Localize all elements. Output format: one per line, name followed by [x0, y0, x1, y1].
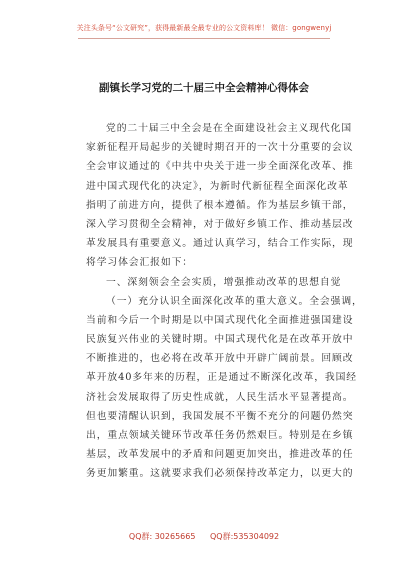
- body-line: 进中国式现代化的决定》，为新时代新征程全面深化改革: [86, 180, 349, 192]
- header-banner: 关注头条号“公文研究”，获得最新最全最专业的公文资料库！ 微信：gongwenyj: [76, 24, 332, 32]
- body-line: （一）充分认识全面深化改革的重大意义。全会强调，: [106, 295, 363, 307]
- header-divider: [78, 38, 330, 39]
- body-line: 指明了前进方向，提供了根本遵循。作为基层乡镇干部，: [86, 199, 354, 211]
- body-line: 不断推进的，也必将在改革开放中开辟广阔前景。回顾改: [86, 353, 354, 365]
- body-line: 但也要清醒认识到，我国发展不平衡不充分的问题仍然突: [86, 410, 354, 422]
- document-body: [86, 119, 363, 484]
- body-line: 务更加繁重。这就要求我们必须保持改革定力，以更大的: [86, 468, 354, 480]
- body-line: 出，重点领域关键环节改革任务仍然艰巨。特别是在乡镇: [86, 430, 354, 441]
- body-line: 民族复兴伟业的关键时期。中国式现代化是在改革开放中: [86, 334, 354, 346]
- footer-qq-group-2: QQ群:535304092: [210, 532, 280, 541]
- body-line: 当前和今后一个时期是以中国式现代化全面推进强国建设: [86, 314, 354, 326]
- body-line: 革发展具有重要意义。通过认真学习，结合工作实际，现: [86, 238, 354, 250]
- body-line: 全会审议通过的《中共中央关于进一步全面深化改革、推: [86, 161, 354, 173]
- body-line: 基层，改革发展中的矛盾和问题更加突出，推进改革的任: [86, 449, 354, 461]
- footer-qq-group-1: QQ群: 30265665: [128, 532, 196, 541]
- body-line: 深入学习贯彻全会精神，对于做好乡镇工作、推动基层改: [86, 218, 354, 230]
- body-line: 家新征程开局起步的关键时期召开的一次十分重要的会议: [86, 142, 354, 154]
- body-line: 济社会发展取得了历史性成就，人民生活水平显著提高。: [86, 391, 354, 403]
- footer-contacts: [0, 531, 408, 542]
- section-heading: 一、深刻领会全会实质，增强推动改革的思想自觉: [106, 276, 342, 288]
- body-line: 革开放40多年来的历程，正是通过不断深化改革，我国经: [86, 372, 357, 384]
- body-line: 将学习体会汇报如下：: [86, 257, 193, 269]
- body-line: 党的二十届三中全会是在全面建设社会主义现代化国: [106, 123, 353, 134]
- document-title: 副镇长学习党的二十届三中全会精神心得体会: [99, 82, 309, 94]
